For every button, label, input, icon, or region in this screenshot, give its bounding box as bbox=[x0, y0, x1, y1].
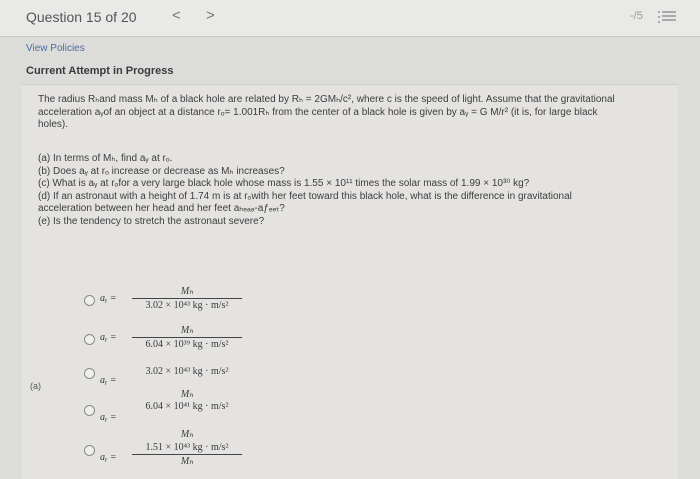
denominator: 6.04 × 10⁴¹ kg · m/s² bbox=[145, 401, 229, 412]
option-lhs: aᵧ = bbox=[100, 412, 117, 423]
score-display: -/5 bbox=[630, 10, 643, 22]
part-d-text: (d) If an astronaut with a height of 1.74 m is at rₒwith her feet toward this black hole, what is the difference in gravitational bbox=[38, 190, 572, 202]
fraction-bar bbox=[132, 298, 242, 299]
fraction bbox=[132, 325, 242, 350]
question-parts bbox=[38, 153, 670, 228]
radio-button[interactable] bbox=[84, 368, 95, 379]
numerator: Mₕ bbox=[180, 389, 194, 400]
radio-button[interactable] bbox=[84, 405, 95, 416]
option-lhs: aᵧ = bbox=[100, 452, 117, 463]
fraction bbox=[132, 366, 242, 377]
fraction-bar bbox=[132, 454, 242, 455]
question-panel bbox=[22, 84, 678, 479]
part-a-label: (a) bbox=[30, 381, 41, 391]
attempt-status: Current Attempt in Progress bbox=[26, 65, 174, 77]
question-counter: Question 15 of 20 bbox=[26, 9, 137, 25]
denominator: 3.02 × 10⁴³ kg · m/s² bbox=[145, 300, 229, 311]
fraction bbox=[132, 286, 242, 311]
numerator: Mₕ bbox=[180, 456, 194, 467]
radio-button[interactable] bbox=[84, 334, 95, 345]
numerator: Mₕ bbox=[180, 325, 194, 336]
problem-line: holes). bbox=[38, 119, 69, 130]
numerator: Mₕ bbox=[180, 429, 194, 440]
numerator: Mₕ bbox=[180, 286, 194, 297]
radio-button[interactable] bbox=[84, 295, 95, 306]
option-lhs: aᵧ = bbox=[100, 375, 117, 386]
part-d-text-cont: acceleration between her head and her feet aₕₑₐₔ-aƒₑₑₜ? bbox=[38, 203, 285, 214]
radio-button[interactable] bbox=[84, 445, 95, 456]
problem-line: The radius Rₕand mass Mₕ of a black hole are related by Rₕ = 2GMₕ/c², where c is the speed of light. Assume that the gravitational bbox=[38, 94, 615, 105]
question-list-icon[interactable] bbox=[658, 9, 676, 25]
fraction bbox=[132, 429, 242, 467]
problem-line: acceleration aᵧof an object at a distance rₒ= 1.001Rₕ from the center of a black hole is given by aᵧ = G M/r² (it is, for large black bbox=[38, 106, 598, 118]
top-bar bbox=[0, 0, 700, 37]
view-policies-link[interactable]: View Policies bbox=[26, 43, 85, 54]
denominator: 1.51 × 10⁴³ kg · m/s² bbox=[145, 442, 229, 453]
part-b-text: (b) Does aᵧ at rₒ increase or decrease as Mₕ increases? bbox=[38, 165, 285, 177]
problem-statement bbox=[38, 94, 670, 132]
option-lhs: aᵧ = bbox=[100, 293, 117, 304]
fraction bbox=[132, 401, 242, 412]
fraction-bar bbox=[132, 337, 242, 338]
part-e-text: (e) Is the tendency to stretch the astronaut severe? bbox=[38, 215, 265, 227]
part-a-text: (a) In terms of Mₕ, find aᵧ at rₒ. bbox=[38, 153, 173, 164]
next-question-button[interactable]: > bbox=[206, 7, 215, 24]
previous-question-button[interactable]: < bbox=[172, 7, 181, 24]
option-lhs: aᵧ = bbox=[100, 332, 117, 343]
denominator: 3.02 × 10⁴³ kg · m/s² bbox=[145, 366, 229, 377]
denominator: 6.04 × 10³⁹ kg · m/s² bbox=[145, 339, 229, 350]
part-c-text: (c) What is aᵧ at rₒfor a very large black hole whose mass is 1.55 × 10¹¹ times the solar mass of 1.99 × 10³⁰ kg? bbox=[38, 178, 530, 189]
